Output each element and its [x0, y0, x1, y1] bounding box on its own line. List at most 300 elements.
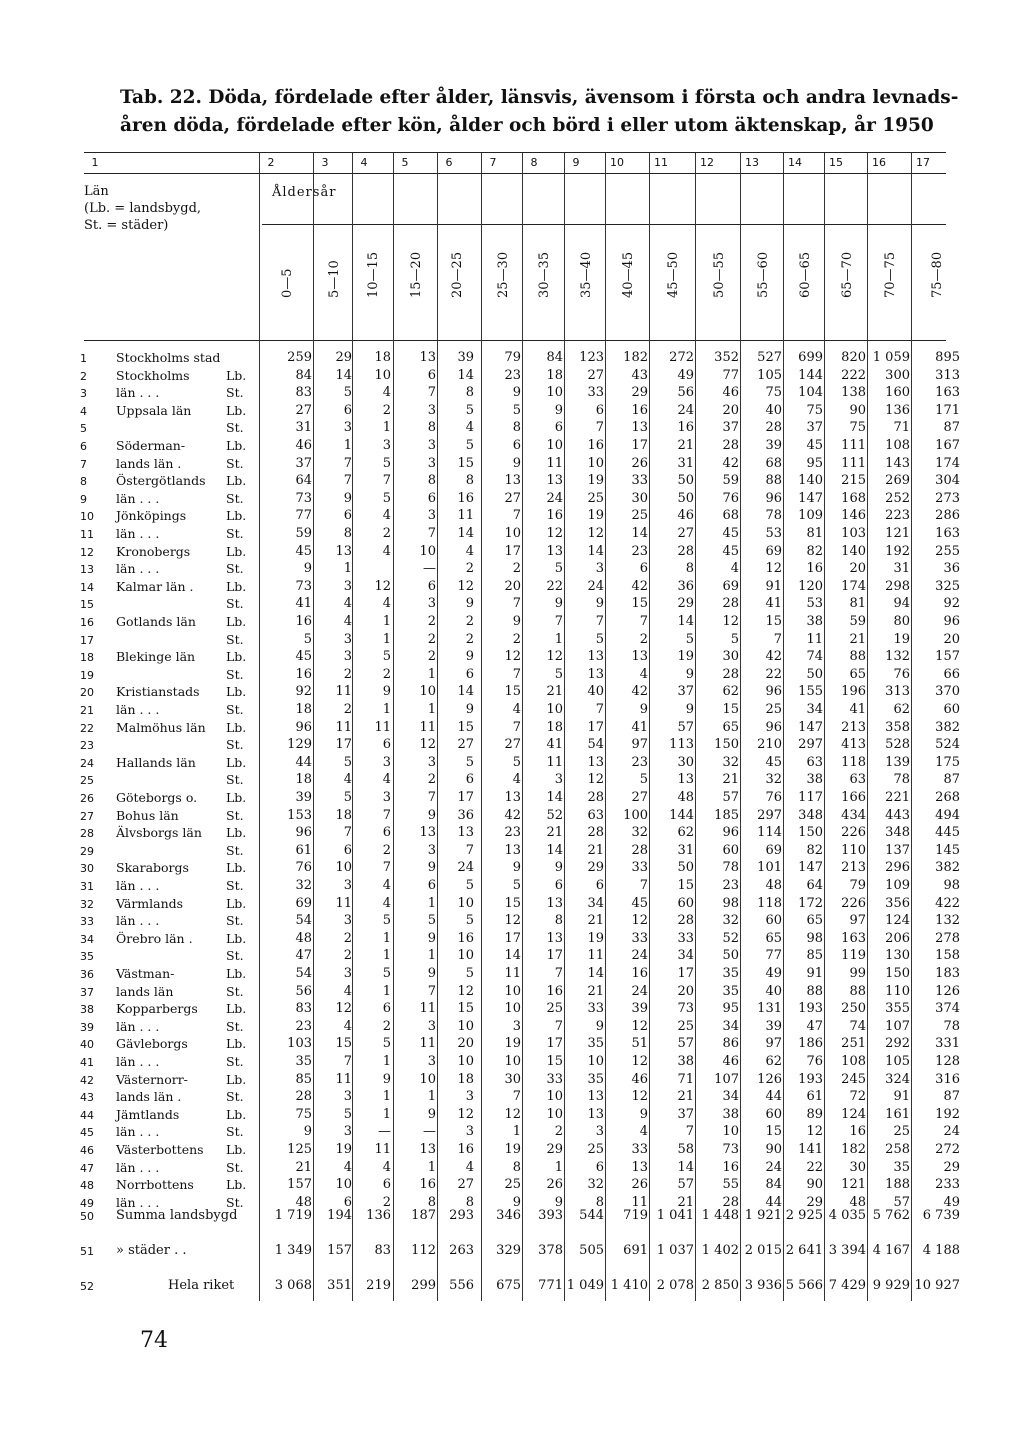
table-cell: 14: [587, 966, 604, 981]
table-cell: 221: [885, 790, 910, 805]
table-cell: 8: [427, 420, 436, 436]
table-cell: 21: [546, 684, 563, 700]
table-cell: 2: [382, 1018, 391, 1034]
table-cell: 29: [677, 596, 694, 612]
table-cell: 81: [806, 526, 823, 541]
table-cell: 8: [685, 561, 694, 577]
table-cell: 130: [885, 948, 910, 964]
table-cell: 88: [849, 983, 866, 999]
table-cell: 3: [554, 772, 563, 788]
table-cell: 107: [714, 1071, 739, 1087]
table-cell: 13: [504, 790, 521, 805]
county-label: Stockholms: [116, 367, 190, 383]
table-cell: 10: [457, 1054, 474, 1069]
table-cell: 382: [935, 719, 960, 735]
table-cell: 3: [382, 438, 391, 453]
table-cell: 10: [457, 948, 474, 964]
table-cell: 2: [465, 631, 474, 647]
table-cell: 382: [935, 860, 960, 876]
table-cell: 7: [512, 596, 521, 612]
table-cell: 27: [504, 737, 521, 753]
table-cell: 11: [504, 966, 521, 981]
table-cell: 21: [587, 983, 604, 999]
table-cell: 12: [587, 526, 604, 541]
table-cell: 13: [419, 350, 436, 365]
table-cell: 14: [677, 1159, 694, 1175]
column-number: 14: [788, 156, 802, 169]
table-cell: 126: [757, 1071, 782, 1087]
table-cell: 3: [427, 842, 436, 858]
table-cell: 12: [631, 1089, 648, 1105]
table-cell: 32: [587, 1177, 604, 1193]
table-cell: 62: [677, 825, 694, 841]
table-cell: 60: [722, 842, 739, 858]
table-cell: 3: [427, 455, 436, 471]
table-cell: 21: [722, 772, 739, 788]
county-label: Kopparbergs: [116, 1001, 198, 1017]
table-cell: 2: [427, 772, 436, 788]
table-cell: 393: [538, 1208, 563, 1223]
table-cell: 1: [427, 895, 436, 911]
table-cell: 325: [935, 578, 960, 594]
table-cell: 22: [806, 1159, 823, 1175]
table-cell: 12: [504, 649, 521, 665]
table-cell: 174: [935, 455, 960, 471]
table-cell: 9: [595, 596, 604, 612]
table-cell: 157: [327, 1243, 352, 1258]
table-cell: 24: [631, 948, 648, 964]
table-cell: 14: [546, 790, 563, 805]
table-cell: 25: [546, 1001, 563, 1017]
row-number: 7: [80, 457, 87, 471]
table-cell: 13: [677, 772, 694, 788]
table-cell: 14: [546, 842, 563, 858]
table-cell: 32: [631, 825, 648, 841]
table-cell: 3 068: [274, 1278, 312, 1293]
table-cell: 196: [841, 684, 866, 700]
table-cell: 86: [722, 1036, 739, 1052]
table-cell: 2: [343, 930, 352, 946]
column-number: 17: [916, 156, 930, 169]
table-cell: 76: [806, 1054, 823, 1069]
row-number: 12: [80, 545, 94, 559]
table-cell: 15: [546, 1054, 563, 1069]
table-cell: 109: [798, 508, 823, 524]
table-cell: 78: [893, 772, 910, 788]
table-cell: 112: [411, 1243, 436, 1258]
table-cell: 100: [623, 807, 648, 823]
table-cell: 434: [841, 807, 866, 823]
area-type: Lb.: [226, 930, 247, 946]
table-cell: 56: [677, 385, 694, 401]
table-cell: 3: [427, 1018, 436, 1034]
table-cell: 1: [382, 1089, 391, 1105]
table-cell: 6: [382, 825, 391, 841]
table-cell: 96: [943, 614, 960, 629]
table-cell: 675: [496, 1278, 521, 1293]
county-label: lands län .: [116, 1089, 182, 1105]
age-group-label: 5—10: [327, 260, 342, 298]
table-cell: 11: [419, 719, 436, 735]
table-cell: 5: [465, 878, 474, 893]
row-number: 15: [80, 598, 94, 612]
row-number: 10: [80, 510, 94, 524]
table-cell: 6: [382, 1001, 391, 1017]
table-cell: 12: [504, 1106, 521, 1122]
table-cell: 9: [427, 807, 436, 823]
table-cell: 99: [849, 966, 866, 981]
table-cell: 44: [765, 1194, 782, 1210]
table-cell: 19: [587, 930, 604, 946]
table-cell: 42: [631, 578, 648, 594]
table-cell: 3: [343, 1124, 352, 1140]
row-number: 24: [80, 756, 94, 770]
table-cell: 44: [765, 1089, 782, 1105]
table-cell: 163: [841, 930, 866, 946]
table-cell: 124: [841, 1106, 866, 1122]
table-cell: 2: [343, 702, 352, 717]
column-number: 10: [610, 156, 624, 169]
table-cell: 413: [841, 737, 866, 753]
table-cell: 2: [554, 1124, 563, 1140]
table-cell: 69: [765, 543, 782, 559]
county-label: lands län: [116, 983, 174, 999]
table-cell: 136: [885, 402, 910, 418]
table-cell: 12: [335, 1001, 352, 1017]
table-cell: 9: [639, 1106, 648, 1122]
table-cell: 2: [639, 631, 648, 647]
table-cell: 26: [546, 1177, 563, 1193]
table-cell: 41: [765, 596, 782, 612]
table-cell: 18: [295, 702, 312, 717]
table-cell: 59: [295, 526, 312, 541]
county-label: Norrbottens: [116, 1177, 194, 1193]
table-cell: 64: [806, 878, 823, 893]
table-cell: 374: [935, 1001, 960, 1017]
table-cell: 114: [757, 825, 782, 841]
row-number: 30: [80, 862, 94, 876]
table-cell: 15: [457, 1001, 474, 1017]
table-cell: 34: [806, 702, 823, 717]
table-cell: 5: [465, 966, 474, 981]
table-cell: 28: [295, 1089, 312, 1105]
table-cell: 48: [849, 1194, 866, 1210]
table-cell: 46: [722, 385, 739, 401]
table-cell: 13: [631, 1159, 648, 1175]
table-cell: 183: [935, 966, 960, 981]
table-cell: 356: [885, 895, 910, 911]
row-number: 9: [80, 492, 87, 506]
table-cell: 21: [677, 438, 694, 453]
row-number: 29: [80, 844, 94, 858]
county-label: län . . .: [116, 490, 160, 506]
table-cell: 71: [677, 1071, 694, 1087]
county-label: Kronobergs: [116, 543, 191, 559]
table-cell: 97: [631, 737, 648, 753]
table-cell: 137: [885, 842, 910, 858]
table-cell: 38: [677, 1054, 694, 1069]
table-cell: 54: [295, 913, 312, 929]
table-cell: 8: [465, 473, 474, 489]
table-cell: 8: [554, 913, 563, 929]
table-cell: 7: [382, 860, 391, 876]
table-cell: 13: [504, 473, 521, 489]
table-cell: 3: [343, 878, 352, 893]
table-cell: 32: [765, 772, 782, 788]
table-cell: 27: [631, 790, 648, 805]
row-number: 34: [80, 932, 94, 946]
table-cell: 38: [806, 614, 823, 629]
table-cell: 140: [798, 473, 823, 489]
table-cell: 34: [722, 1089, 739, 1105]
table-cell: 7: [639, 878, 648, 893]
county-label: län . . .: [116, 526, 160, 541]
table-cell: 33: [631, 473, 648, 489]
table-cell: 28: [722, 666, 739, 682]
table-cell: 69: [295, 895, 312, 911]
table-cell: 57: [677, 1036, 694, 1052]
table-cell: 69: [722, 578, 739, 594]
table-cell: 108: [841, 1054, 866, 1069]
area-type: St.: [226, 983, 244, 999]
table-cell: 90: [849, 402, 866, 418]
area-type: Lb.: [226, 1001, 247, 1017]
table-cell: 12: [631, 913, 648, 929]
table-cell: 206: [885, 930, 910, 946]
table-cell: 4 188: [922, 1243, 960, 1258]
table-cell: 219: [366, 1278, 391, 1293]
table-cell: 2 015: [744, 1243, 782, 1258]
table-cell: 1: [382, 1106, 391, 1122]
table-cell: 4: [382, 772, 391, 788]
table-cell: 19: [335, 1142, 352, 1157]
table-cell: 21: [295, 1159, 312, 1175]
table-cell: 17: [631, 438, 648, 453]
county-label: Gotlands län: [116, 614, 196, 629]
area-type: Lb.: [226, 367, 247, 383]
row-number: 3: [80, 387, 87, 401]
table-cell: 29: [631, 385, 648, 401]
table-cell: 544: [579, 1208, 604, 1223]
area-type: St.: [226, 1089, 244, 1105]
county-label: Jämtlands: [116, 1106, 180, 1122]
table-cell: 79: [849, 878, 866, 893]
column-number: 13: [745, 156, 759, 169]
table-cell: 5: [465, 913, 474, 929]
table-cell: 24: [677, 402, 694, 418]
table-cell: 77: [295, 508, 312, 524]
table-cell: 174: [841, 578, 866, 594]
table-cell: 31: [893, 561, 910, 577]
table-cell: 16: [806, 561, 823, 577]
table-cell: 68: [722, 508, 739, 524]
table-cell: 4: [343, 983, 352, 999]
table-cell: 17: [504, 930, 521, 946]
county-label: Kalmar län .: [116, 578, 194, 594]
table-cell: 48: [765, 878, 782, 893]
table-cell: 47: [806, 1018, 823, 1034]
row-number: 5: [80, 422, 87, 436]
table-cell: 31: [677, 842, 694, 858]
table-cell: 192: [885, 543, 910, 559]
table-cell: 6: [343, 508, 352, 524]
row-number: 35: [80, 950, 94, 964]
table-cell: 5: [554, 666, 563, 682]
county-label: Göteborgs o.: [116, 790, 198, 805]
area-type: Lb.: [226, 614, 247, 629]
table-cell: 89: [806, 1106, 823, 1122]
column-rule: [259, 153, 260, 1301]
county-label: län . . .: [116, 561, 160, 577]
table-cell: 5 762: [872, 1208, 910, 1223]
table-cell: 5: [554, 561, 563, 577]
table-cell: 60: [765, 913, 782, 929]
table-cell: 7: [554, 614, 563, 629]
table-cell: 21: [587, 913, 604, 929]
table-cell: 222: [841, 367, 866, 383]
table-cell: 9: [382, 1071, 391, 1087]
table-cell: 44: [295, 754, 312, 770]
table-cell: 157: [287, 1177, 312, 1193]
table-cell: 351: [327, 1278, 352, 1293]
table-cell: 11: [546, 754, 563, 770]
table-cell: 10: [335, 1177, 352, 1193]
table-cell: 7: [512, 719, 521, 735]
row-number: 36: [80, 968, 94, 981]
table-cell: 505: [579, 1243, 604, 1258]
table-cell: 107: [885, 1018, 910, 1034]
table-cell: 63: [587, 807, 604, 823]
table-cell: 422: [935, 895, 960, 911]
table-cell: 263: [449, 1243, 474, 1258]
table-cell: 13: [546, 930, 563, 946]
table-cell: 10: [457, 1018, 474, 1034]
table-cell: 9: [343, 490, 352, 506]
table-cell: 6: [427, 490, 436, 506]
table-cell: 23: [631, 543, 648, 559]
area-type: St.: [226, 1194, 244, 1210]
table-cell: 57: [893, 1194, 910, 1210]
table-cell: 2: [382, 666, 391, 682]
table-cell: 18: [335, 807, 352, 823]
table-cell: 4: [343, 596, 352, 612]
table-cell: 316: [935, 1071, 960, 1087]
row-number: 51: [80, 1245, 94, 1258]
table-cell: 250: [841, 1001, 866, 1017]
table-cell: 158: [935, 948, 960, 964]
table-cell: 9: [427, 860, 436, 876]
table-cell: 14: [335, 367, 352, 383]
table-cell: 9 929: [872, 1278, 910, 1293]
table-cell: 25: [765, 702, 782, 717]
table-cell: 7: [595, 614, 604, 629]
age-group-label: 70—75: [883, 251, 898, 298]
table-cell: 15: [765, 1124, 782, 1140]
table-cell: 39: [631, 1001, 648, 1017]
table-cell: 16: [546, 983, 563, 999]
table-cell: 120: [798, 578, 823, 594]
table-cell: 10: [722, 1124, 739, 1140]
table-cell: 118: [841, 754, 866, 770]
table-cell: 160: [885, 385, 910, 401]
table-cell: 7: [343, 1054, 352, 1069]
table-cell: 75: [849, 420, 866, 436]
table-cell: 36: [943, 561, 960, 577]
table-cell: 18: [374, 350, 391, 365]
row-number: 22: [80, 721, 94, 735]
table-cell: 1 402: [701, 1243, 739, 1258]
table-cell: 59: [849, 614, 866, 629]
table-cell: 187: [411, 1208, 436, 1223]
table-cell: 9: [427, 930, 436, 946]
table-cell: 4: [382, 596, 391, 612]
table-cell: 111: [841, 438, 866, 453]
table-cell: 1: [427, 666, 436, 682]
table-cell: 84: [295, 367, 312, 383]
table-cell: 52: [546, 807, 563, 823]
row-number: 21: [80, 704, 94, 717]
area-type: Lb.: [226, 1036, 247, 1052]
row-number: 41: [80, 1056, 94, 1069]
table-cell: 4: [343, 1018, 352, 1034]
table-cell: 150: [885, 966, 910, 981]
table-cell: 17: [546, 948, 563, 964]
table-cell: 3: [595, 1124, 604, 1140]
table-cell: 5: [382, 966, 391, 981]
table-cell: 4: [465, 420, 474, 436]
table-cell: 4: [343, 614, 352, 629]
table-cell: 92: [943, 596, 960, 612]
area-type: St.: [226, 702, 244, 717]
table-cell: 24: [457, 860, 474, 876]
page-number: 74: [140, 1328, 168, 1353]
table-cell: —: [423, 1124, 436, 1140]
table-cell: 245: [841, 1071, 866, 1087]
table-cell: 35: [295, 1054, 312, 1069]
table-cell: 10: [546, 1106, 563, 1122]
table-cell: 272: [935, 1142, 960, 1157]
table-cell: 7: [512, 1089, 521, 1105]
table-cell: 370: [935, 684, 960, 700]
table-cell: 16: [722, 1159, 739, 1175]
table-cell: 60: [765, 1106, 782, 1122]
area-type: Lb.: [226, 402, 247, 418]
table-cell: 27: [457, 1177, 474, 1193]
table-cell: 9: [685, 666, 694, 682]
table-cell: 50: [677, 473, 694, 489]
table-cell: 6: [465, 772, 474, 788]
table-cell: 75: [765, 385, 782, 401]
area-type: St.: [226, 385, 244, 401]
table-cell: 39: [457, 350, 474, 365]
county-label: lands län .: [116, 455, 182, 471]
area-type: Lb.: [226, 825, 247, 841]
table-cell: 144: [669, 807, 694, 823]
table-cell: 12: [587, 772, 604, 788]
table-cell: 3: [427, 438, 436, 453]
table-cell: 136: [366, 1208, 391, 1223]
row-number: 48: [80, 1179, 94, 1193]
table-cell: 3: [382, 754, 391, 770]
table-cell: 37: [722, 420, 739, 436]
table-cell: 109: [885, 878, 910, 893]
table-cell: 14: [457, 526, 474, 541]
table-cell: 9: [512, 860, 521, 876]
table-cell: 94: [893, 596, 910, 612]
table-cell: 13: [546, 473, 563, 489]
area-type: Lb.: [226, 508, 247, 524]
table-cell: 27: [457, 737, 474, 753]
